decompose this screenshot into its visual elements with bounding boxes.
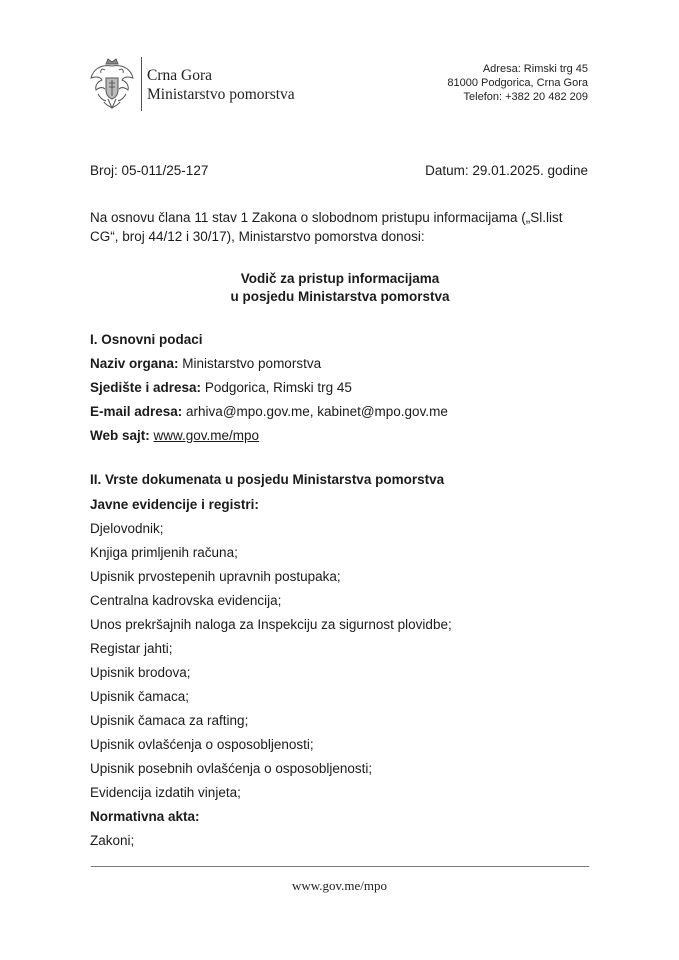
sjediste-value: Podgorica, Rimski trg 45 bbox=[201, 380, 352, 395]
list-item: Zakoni; bbox=[90, 833, 135, 848]
document-number: Broj: 05-011/25-127 bbox=[90, 163, 209, 178]
naziv-value: Ministarstvo pomorstva bbox=[178, 356, 322, 371]
list-item: Upisnik čamaca za rafting; bbox=[90, 713, 249, 728]
list-item: Evidencija izdatih vinjeta; bbox=[90, 785, 241, 800]
list-item: Centralna kadrovska evidencija; bbox=[90, 593, 282, 608]
footer-website[interactable]: www.gov.me/mpo bbox=[291, 878, 388, 893]
naziv-label: Naziv organa: bbox=[90, 356, 179, 371]
list-item: Upisnik prvostepenih upravnih postupaka; bbox=[90, 569, 341, 584]
title-line-1: Vodič za pristup informacijama bbox=[240, 271, 440, 286]
contact-address: Adresa: Rimski trg 45 bbox=[482, 63, 588, 75]
header-divider bbox=[141, 57, 142, 111]
sjediste-label: Sjedište i adresa: bbox=[90, 380, 202, 395]
list-item: Upisnik posebnih ovlašćenja o osposobljenosti; bbox=[90, 761, 373, 776]
web-link[interactable]: www.gov.me/mpo bbox=[153, 428, 260, 443]
email-label: E-mail adresa: bbox=[90, 404, 183, 419]
organization-name bbox=[147, 66, 295, 104]
org-country: Crna Gora bbox=[147, 67, 212, 84]
list-item: Upisnik ovlašćenja o osposobljenosti; bbox=[90, 737, 314, 752]
list-item: Registar jahti; bbox=[90, 641, 173, 656]
coat-of-arms-icon bbox=[88, 56, 136, 112]
intro-paragraph: Na osnovu člana 11 stav 1 Zakona o slobodnom pristupu informacijama („Sl.list CG“, broj 44/12 i 30/17), Ministarstvo pomorstva donosi: bbox=[90, 210, 563, 244]
title-line-2: u posjedu Ministarstva pomorstva bbox=[230, 289, 450, 304]
contact-city: 81000 Podgorica, Crna Gora bbox=[447, 77, 588, 89]
list-item: Upisnik brodova; bbox=[90, 665, 191, 680]
web-line bbox=[90, 427, 259, 445]
list-item: Knjiga primljenih računa; bbox=[90, 545, 238, 560]
list-item: Upisnik čamaca; bbox=[90, 689, 190, 704]
contact-phone: Telefon: +382 20 482 209 bbox=[463, 91, 588, 103]
list-item: Unos prekršajnih naloga za Inspekciju za sigurnost plovidbe; bbox=[90, 617, 452, 632]
naziv-organa-line bbox=[90, 355, 321, 373]
list-item: Djelovodnik; bbox=[90, 521, 164, 536]
registers-subheading: Javne evidencije i registri: bbox=[90, 497, 259, 512]
web-label: Web sajt: bbox=[90, 428, 150, 443]
email-line bbox=[90, 403, 448, 421]
footer-divider bbox=[91, 866, 589, 867]
section-2-heading: II. Vrste dokumenata u posjedu Ministarstva pomorstva bbox=[90, 472, 445, 487]
normativna-subheading: Normativna akta: bbox=[90, 809, 200, 824]
email-value: arhiva@mpo.gov.me, kabinet@mpo.gov.me bbox=[182, 404, 448, 419]
contact-block bbox=[447, 62, 588, 104]
document-date: Datum: 29.01.2025. godine bbox=[425, 163, 588, 178]
document-types-list bbox=[90, 493, 452, 853]
document-title bbox=[90, 270, 590, 306]
sjediste-line bbox=[90, 379, 352, 397]
section-1-heading: I. Osnovni podaci bbox=[90, 332, 203, 347]
org-ministry: Ministarstvo pomorstva bbox=[147, 86, 295, 103]
